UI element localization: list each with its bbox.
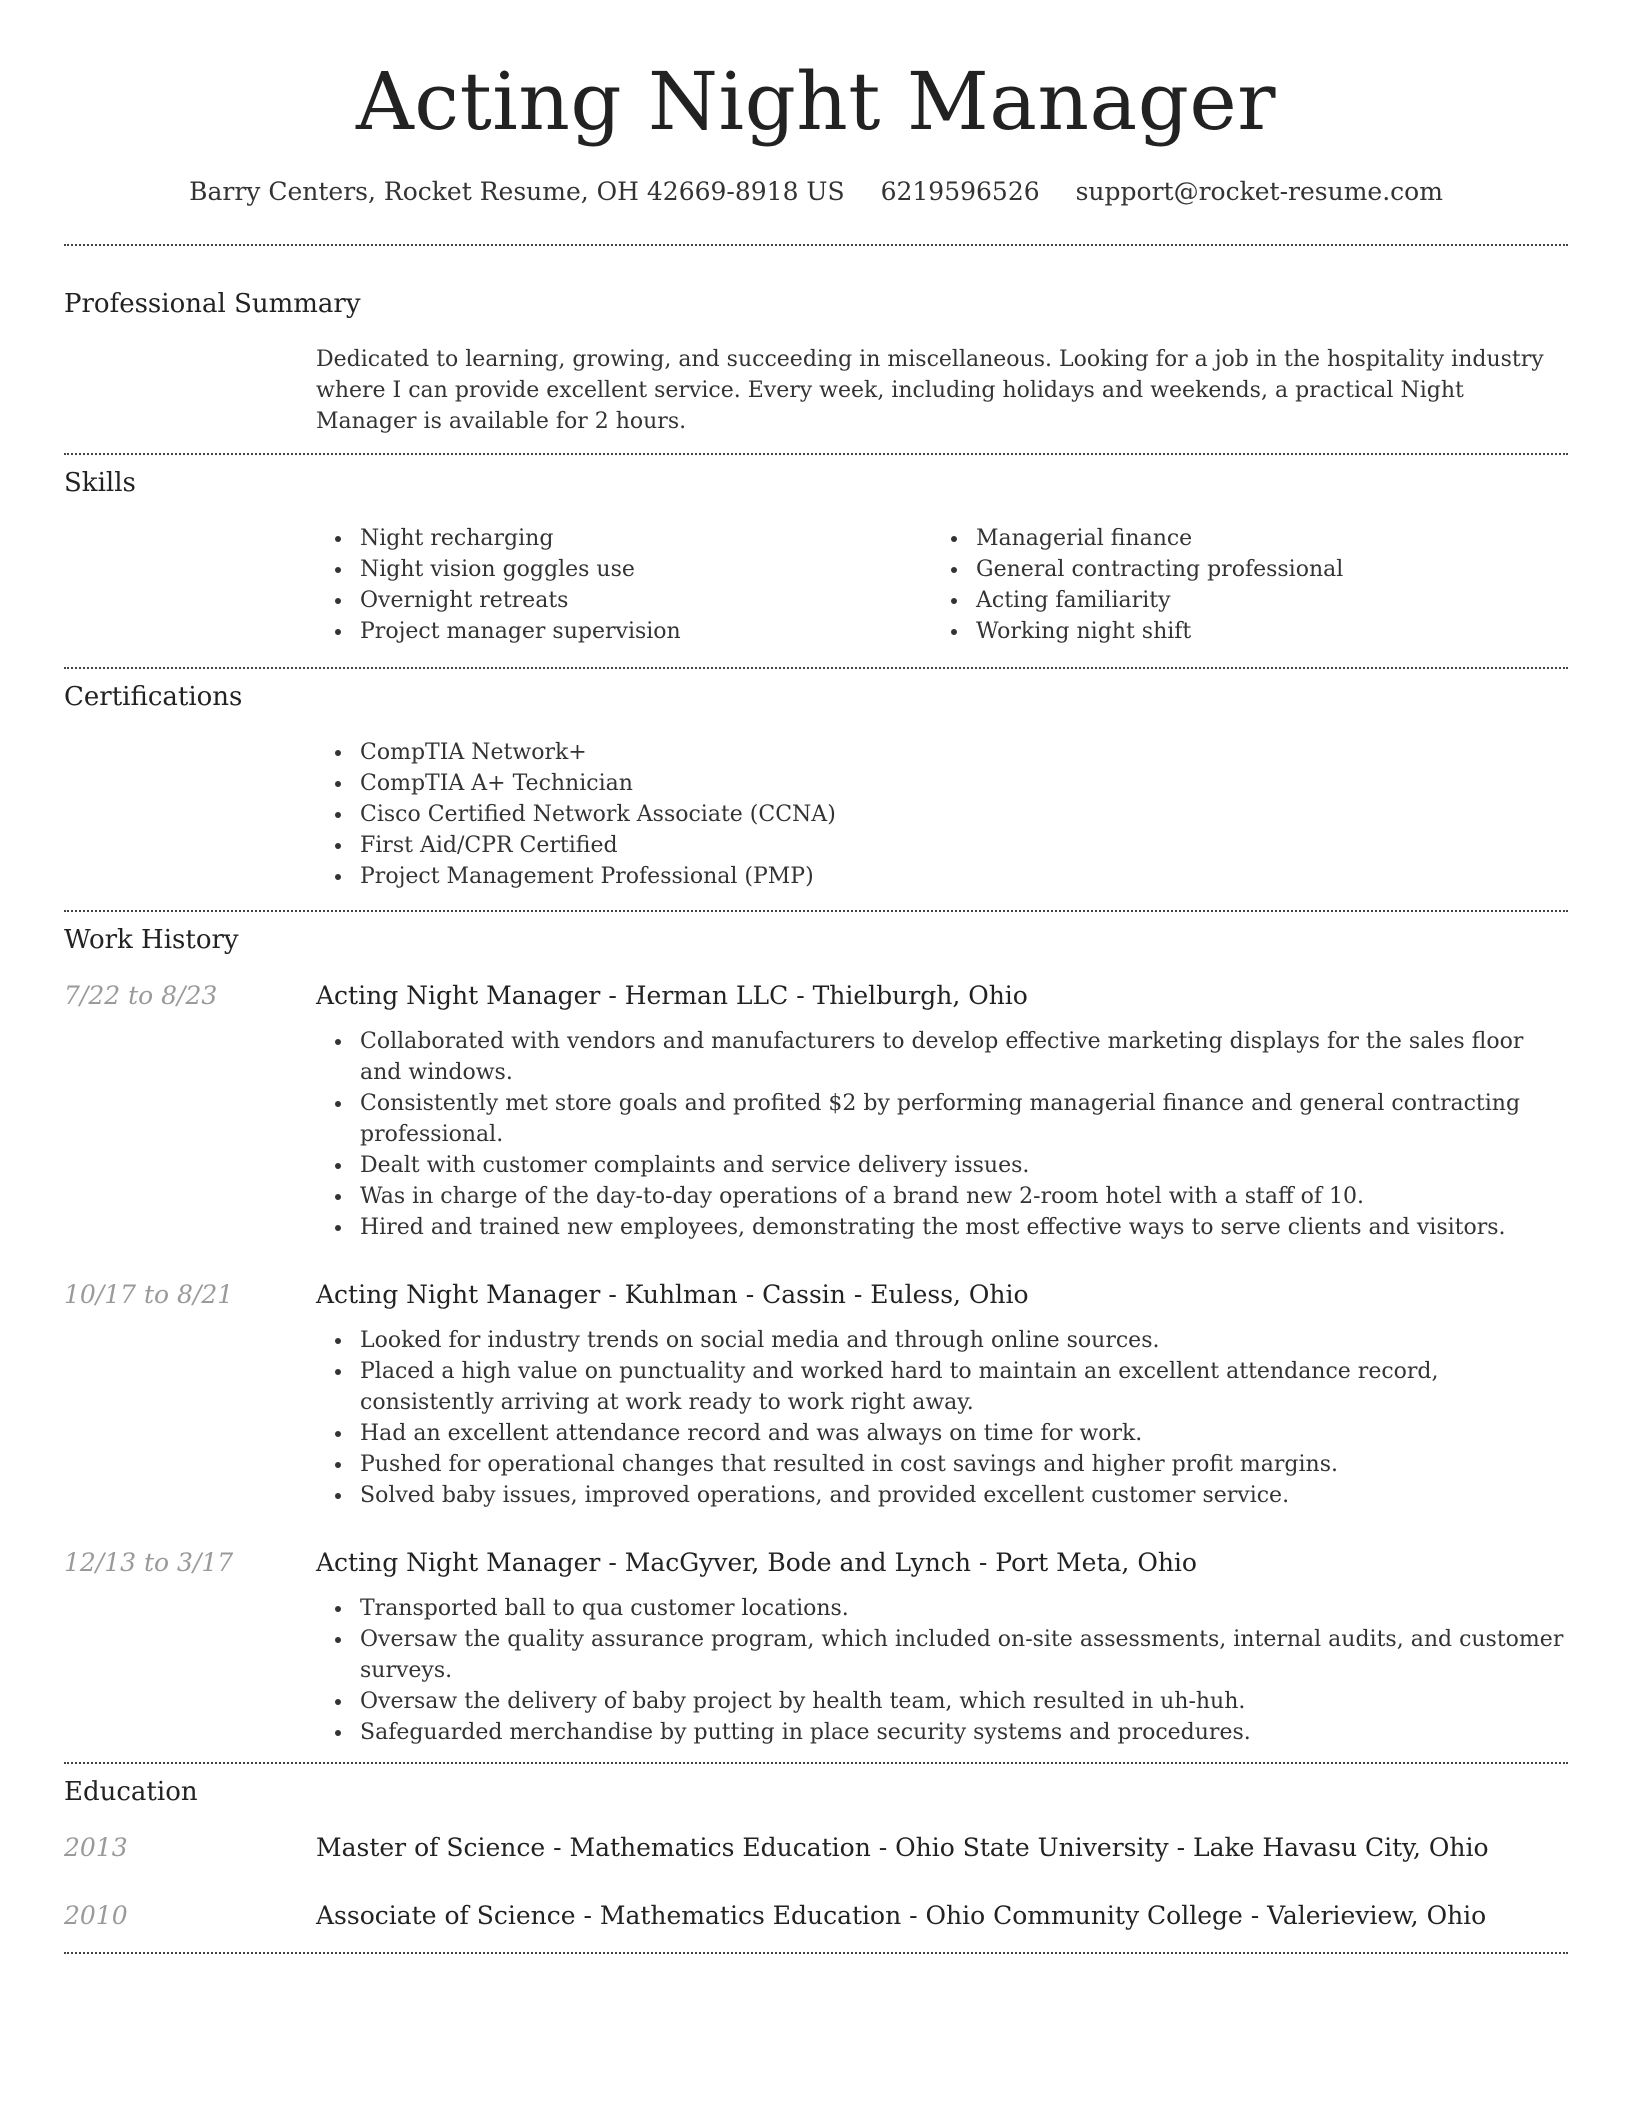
- education-section: [64, 1764, 1568, 1952]
- education-entry: [64, 1898, 1568, 1934]
- email: support@rocket-resume.com: [1075, 177, 1443, 206]
- section-title-skills: Skills: [64, 468, 136, 498]
- education-title: Master of Science - Mathematics Education - Ohio State University - Lake Havasu City, Ohio: [316, 1833, 1489, 1862]
- section-title-summary: Professional Summary: [64, 289, 361, 319]
- job-entry: [64, 978, 1568, 1243]
- job-bullet: Safeguarded merchandise by putting in place security systems and procedures.: [316, 1717, 1568, 1748]
- address: Barry Centers, Rocket Resume, OH 42669-8918 US: [189, 177, 845, 206]
- skill-item: Managerial finance: [932, 523, 1548, 554]
- job-title: Acting Night Manager - MacGyver, Bode and Lynch - Port Meta, Ohio: [316, 1548, 1197, 1577]
- certification-item: Cisco Certified Network Associate (CCNA): [316, 799, 1568, 830]
- job-bullet: Placed a high value on punctuality and worked hard to maintain an excellent attendance record, consistently arriving at work ready to work right away.: [316, 1356, 1568, 1418]
- job-bullets: [316, 1325, 1568, 1511]
- skill-item: Working night shift: [932, 616, 1548, 647]
- job-bullet: Oversaw the quality assurance program, which included on-site assessments, internal audits, and customer surveys.: [316, 1624, 1568, 1686]
- job-bullet: Pushed for operational changes that resulted in cost savings and higher profit margins.: [316, 1449, 1568, 1480]
- work-history-section: [64, 912, 1568, 1762]
- job-dates: 12/13 to 3/17: [64, 1548, 234, 1577]
- job-bullet: Transported ball to qua customer locations.: [316, 1593, 1568, 1624]
- education-entry: [64, 1830, 1568, 1866]
- skills-list-right: [932, 523, 1548, 647]
- job-bullet: Solved baby issues, improved operations, and provided excellent customer service.: [316, 1480, 1568, 1511]
- certification-item: CompTIA A+ Technician: [316, 768, 1568, 799]
- certifications-list: [316, 737, 1568, 910]
- certification-item: Project Management Professional (PMP): [316, 861, 1568, 892]
- resume-name: Acting Night Manager: [356, 55, 1276, 148]
- job-bullet: Was in charge of the day-to-day operations of a brand new 2-room hotel with a staff of 10.: [316, 1181, 1568, 1212]
- job-body: [316, 1545, 1568, 1748]
- section-title-certifications: Certifications: [64, 682, 243, 712]
- skill-item: Night recharging: [316, 523, 932, 554]
- skill-item: Overnight retreats: [316, 585, 932, 616]
- education-title: Associate of Science - Mathematics Education - Ohio Community College - Valerieview, Ohio: [316, 1901, 1487, 1930]
- skills-columns: [316, 523, 1568, 667]
- job-bullet: Consistently met store goals and profited $2 by performing managerial finance and general contracting professional.: [316, 1088, 1568, 1150]
- section-title-education: Education: [64, 1777, 198, 1807]
- job-bullet: Collaborated with vendors and manufacturers to develop effective marketing displays for the sales floor and windows.: [316, 1026, 1568, 1088]
- job-dates: 10/17 to 8/21: [64, 1280, 234, 1309]
- education-year: 2010: [64, 1901, 128, 1930]
- job-bullet: Had an excellent attendance record and was always on time for work.: [316, 1418, 1568, 1449]
- skills-section: [64, 455, 1568, 667]
- skill-item: General contracting professional: [932, 554, 1548, 585]
- summary-section: [64, 246, 1568, 453]
- job-dates: 7/22 to 8/23: [64, 981, 218, 1010]
- education-year: 2013: [64, 1833, 128, 1862]
- skill-item: Acting familiarity: [932, 585, 1548, 616]
- job-title: Acting Night Manager - Kuhlman - Cassin - Euless, Ohio: [316, 1280, 1029, 1309]
- divider: [64, 1952, 1568, 1954]
- summary-text: Dedicated to learning, growing, and succeeding in miscellaneous. Looking for a job in the hospitality industry where I can provide excellent service. Every week, including holidays and weekends, a practical Night Manager is available for 2 hours.: [316, 347, 1544, 434]
- skill-item: Night vision goggles use: [316, 554, 932, 585]
- certifications-section: [64, 669, 1568, 910]
- job-bullets: [316, 1026, 1568, 1243]
- skill-item: Project manager supervision: [316, 616, 932, 647]
- job-entry: [64, 1277, 1568, 1511]
- job-bullet: Hired and trained new employees, demonstrating the most effective ways to serve clients and visitors.: [316, 1212, 1568, 1243]
- job-bullet: Oversaw the delivery of baby project by health team, which resulted in uh-huh.: [316, 1686, 1568, 1717]
- certification-item: First Aid/CPR Certified: [316, 830, 1568, 861]
- job-body: [316, 978, 1568, 1243]
- job-bullets: [316, 1593, 1568, 1748]
- job-entry: [64, 1545, 1568, 1748]
- job-bullet: Dealt with customer complaints and service delivery issues.: [316, 1150, 1568, 1181]
- certification-item: CompTIA Network+: [316, 737, 1568, 768]
- skills-list-left: [316, 523, 932, 647]
- phone: 6219596526: [880, 177, 1040, 206]
- job-body: [316, 1277, 1568, 1511]
- section-title-work-history: Work History: [64, 925, 239, 955]
- job-title: Acting Night Manager - Herman LLC - Thielburgh, Ohio: [316, 981, 1028, 1010]
- job-bullet: Looked for industry trends on social media and through online sources.: [316, 1325, 1568, 1356]
- contact-line: [64, 174, 1568, 210]
